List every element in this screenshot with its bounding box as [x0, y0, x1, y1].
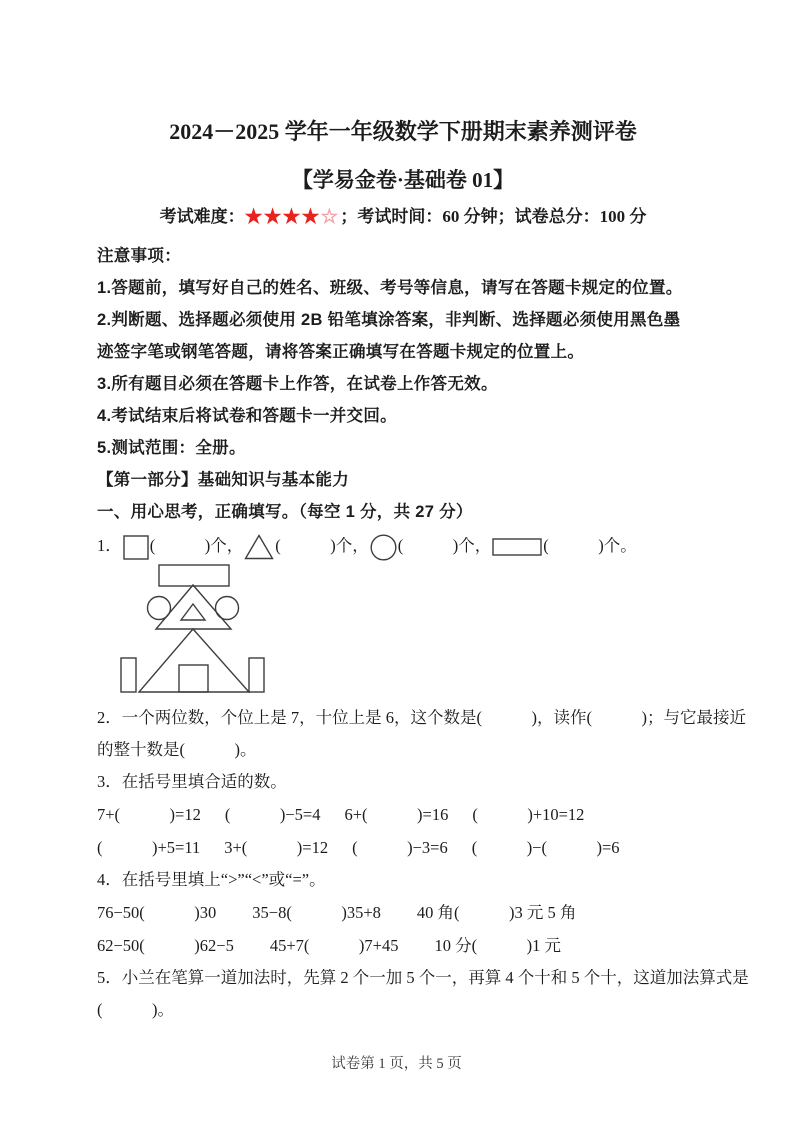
equation-blank: ( )+10=12: [472, 805, 585, 824]
figure-left-rectangle: [121, 658, 136, 692]
equation-blank: ( )−5=4: [224, 805, 321, 824]
comparison-blank: 62−50( )62−5: [97, 936, 234, 955]
figure-inner-triangle: [181, 604, 205, 620]
figure-right-rectangle: [249, 658, 264, 692]
equation-blank: ( )−3=6: [352, 838, 448, 857]
question-5-line-2: ( )。: [97, 1000, 174, 1019]
star-empty-icon: ☆: [320, 206, 339, 228]
equation-blank: ( )+5=11: [97, 838, 201, 857]
equation-blank: 6+( )=16: [344, 805, 449, 824]
comparison-blank: 10 分( )1 元: [434, 936, 561, 955]
composite-shape-drawing: [113, 562, 268, 695]
note-line-5: 5.测试范围：全册。: [97, 439, 246, 457]
exam-meta-line: [97, 204, 709, 230]
paper-title: 2024－2025 学年一年级数学下册期末素养测评卷: [169, 119, 637, 144]
figure-bottom-triangle: [139, 629, 249, 692]
page-footer: 试卷第 1 页，共 5 页: [331, 1056, 462, 1072]
comparison-blank: 45+7( )7+45: [269, 936, 399, 955]
question-1-blank-rectangle: ( )个。: [543, 536, 637, 555]
square-icon: [123, 535, 149, 560]
question-3-row-2: [97, 831, 709, 864]
notes-section: [97, 240, 709, 464]
figure-inner-square: [179, 665, 208, 692]
question-2-line-2: 的整十数是( )。: [97, 740, 257, 759]
equation-blank: 7+( )=12: [97, 805, 201, 824]
question-1-blank-square: ( )个，: [149, 536, 244, 555]
question-4-row-1: [97, 896, 709, 929]
question-3-heading: 3．在括号里填合适的数。: [97, 772, 287, 791]
exam-time-score-text: ；考试时间：60 分钟；试卷总分：100 分: [340, 207, 647, 226]
question-3-row-1: [97, 798, 709, 831]
question-4-heading: 4．在括号里填上“>”“<”或“=”。: [97, 870, 326, 889]
composite-shape-figure: [113, 562, 709, 692]
page-content: [97, 0, 749, 1026]
star-filled-icon: ★★★★: [244, 206, 321, 228]
comparison-blank: 40 角( )3 元 5 角: [416, 903, 577, 922]
question-1-blank-circle: ( )个，: [397, 536, 492, 555]
rectangle-icon: [492, 538, 542, 556]
part-one-heading: 【第一部分】基础知识与基本能力: [97, 471, 349, 489]
note-line-4: 4.考试结束后将试卷和答题卡一并交回。: [97, 407, 397, 425]
triangle-icon: [244, 534, 274, 560]
difficulty-label: 考试难度：: [159, 207, 245, 226]
figure-top-rectangle: [159, 565, 229, 586]
note-line-1: 1.答题前，填写好自己的姓名、班级、考号等信息，请写在答题卡规定的位置。: [97, 279, 683, 297]
question-1-blank-triangle: ( )个，: [275, 536, 369, 555]
question-5-line-1: 5．小兰在笔算一道加法时，先算 2 个一加 5 个一，再算 4 个十和 5 个十，这道加法算式是: [97, 968, 749, 987]
question-4-row-2: [97, 929, 709, 962]
question-2-line-1: 2．一个两位数，个位上是 7，十位上是 6，这个数是( )，读作( )；与它最接近: [97, 708, 746, 727]
equation-blank: ( )−( )=6: [471, 838, 620, 857]
figure-middle-triangle: [156, 585, 231, 629]
notes-heading: 注意事项：: [97, 247, 181, 265]
question-1: [97, 528, 709, 560]
circle-icon: [370, 534, 397, 561]
equation-blank: 3+( )=12: [224, 838, 329, 857]
note-line-3: 3.所有题目必须在答题卡上作答，在试卷上作答无效。: [97, 375, 498, 393]
note-line-2b: 迹签字笔或钢笔答题，请将答案正确填写在答题卡规定的位置上。: [97, 343, 585, 361]
fill-in-block-heading: 一、用心思考，正确填写。（每空 1 分，共 27 分）: [97, 503, 473, 521]
note-line-2a: 2.判断题、选择题必须使用 2B 铅笔填涂答案，非判断、选择题必须使用黑色墨: [97, 311, 681, 329]
question-1-number: 1．: [97, 536, 122, 555]
comparison-blank: 35−8( )35+8: [252, 903, 381, 922]
paper-subtitle: 【学易金卷·基础卷 01】: [291, 168, 515, 192]
comparison-blank: 76−50( )30: [97, 903, 217, 922]
